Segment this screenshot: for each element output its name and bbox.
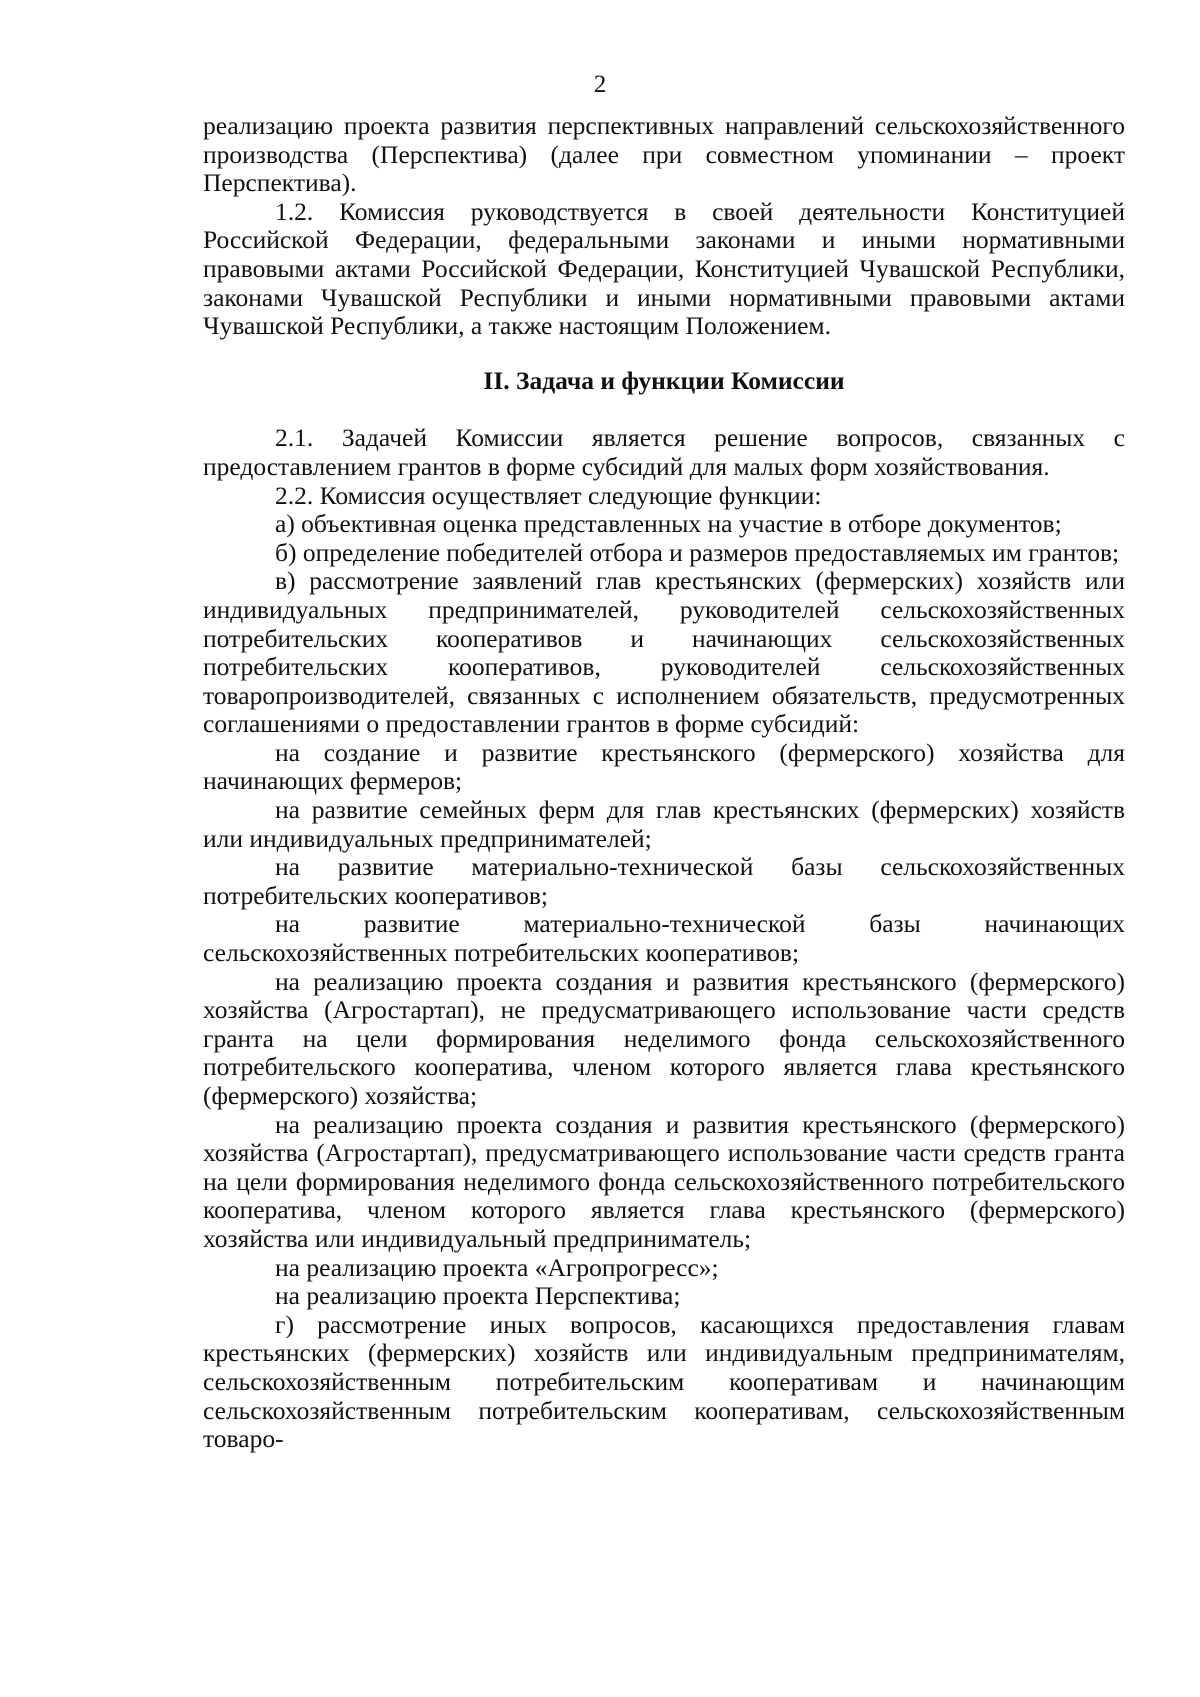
page-number: 2	[593, 71, 607, 98]
paragraph-item-a: а) объективная оценка представленных на участие в отборе документов;	[275, 509, 1062, 539]
paragraph-2-1: 2.1. Задачей Комиссии является решение вопросов, связанных с предоставлением грантов в форме субсидий для малых форм хозяйствования.	[203, 423, 1125, 481]
paragraph-1-2: 1.2. Комиссия руководствуется в своей деятельности Конституцией Российской Федерации, федеральными законами и иными нормативными правовыми актами Российской Федерации, Конституцией Чувашской Республики, законами Чувашской Республики и иными нормативными правовыми актами Чувашской Республики, а также настоящим Положением.	[203, 196, 1125, 341]
paragraph-grant-agrostartup-1: на реализацию проекта создания и развития крестьянского (фермерского) хозяйства (Агростартап), не предусматривающего использование части средств гранта на цели формирования неделимого фонда сельскохозяйственного потребительского кооператива, членом которого является глава крестьянского (фермерского) хозяйства;	[203, 966, 1125, 1110]
document-body	[203, 112, 1125, 1454]
paragraph-item-v: в) рассмотрение заявлений глав крестьянских (фермерских) хозяйств или индивидуальных предпринимателей, руководителей сельскохозяйственных потребительских кооперативов и начинающих сельскохозяйственных потребительских кооперативов, руководителей сельскохозяйственных товаропроизводителей, связанных с исполнением обязательств, предусмотренных соглашениями о предоставлении грантов в форме субсидий:	[203, 566, 1125, 739]
paragraph-grant-new-coop-base: на развитие материально-технической базы начинающих сельскохозяйственных потребительских кооперативов;	[203, 909, 1125, 968]
paragraph-continuation: реализацию проекта развития перспективных направлений сельскохозяйственного производства (Перспектива) (далее при совместном упоминании – проект Перспектива).	[203, 111, 1125, 198]
paragraph-grant-coop-base: на развитие материально-технической базы сельскохозяйственных потребительских кооперативов;	[203, 852, 1125, 910]
paragraph-grant-family-farms: на развитие семейных ферм для глав крестьянских (фермерских) хозяйств или индивидуальных предпринимателей;	[203, 795, 1125, 853]
paragraph-grant-agroprogress: на реализацию проекта «Агропрогресс»;	[275, 1252, 719, 1282]
paragraph-2-2: 2.2. Комиссия осуществляет следующие функции:	[275, 480, 822, 510]
paragraph-grant-agrostartup-2: на реализацию проекта создания и развития крестьянского (фермерского) хозяйства (Агростартап), предусматривающего использование части средств гранта на цели формирования неделимого фонда сельскохозяйственного потребительского кооператива, членом которого является глава крестьянского (фермерского) хозяйства или индивидуальный предприниматель;	[203, 1109, 1125, 1253]
paragraph-item-b: б) определение победителей отбора и размеров предоставляемых им грантов;	[275, 537, 1120, 567]
section-heading: II. Задача и функции Комиссии	[483, 365, 845, 395]
paragraph-item-g: г) рассмотрение иных вопросов, касающихся предоставления главам крестьянских (фермерских) хозяйств или индивидуальным предпринимателям, сельскохозяйственным потребительским кооперативам и начинающим сельскохозяйственным потребительским кооперативам, сельскохозяйственным товаро-	[203, 1309, 1125, 1454]
paragraph-grant-new-farmers: на создание и развитие крестьянского (фермерского) хозяйства для начинающих фермеров;	[203, 737, 1125, 796]
paragraph-grant-perspektiva: на реализацию проекта Перспектива;	[275, 1281, 681, 1311]
